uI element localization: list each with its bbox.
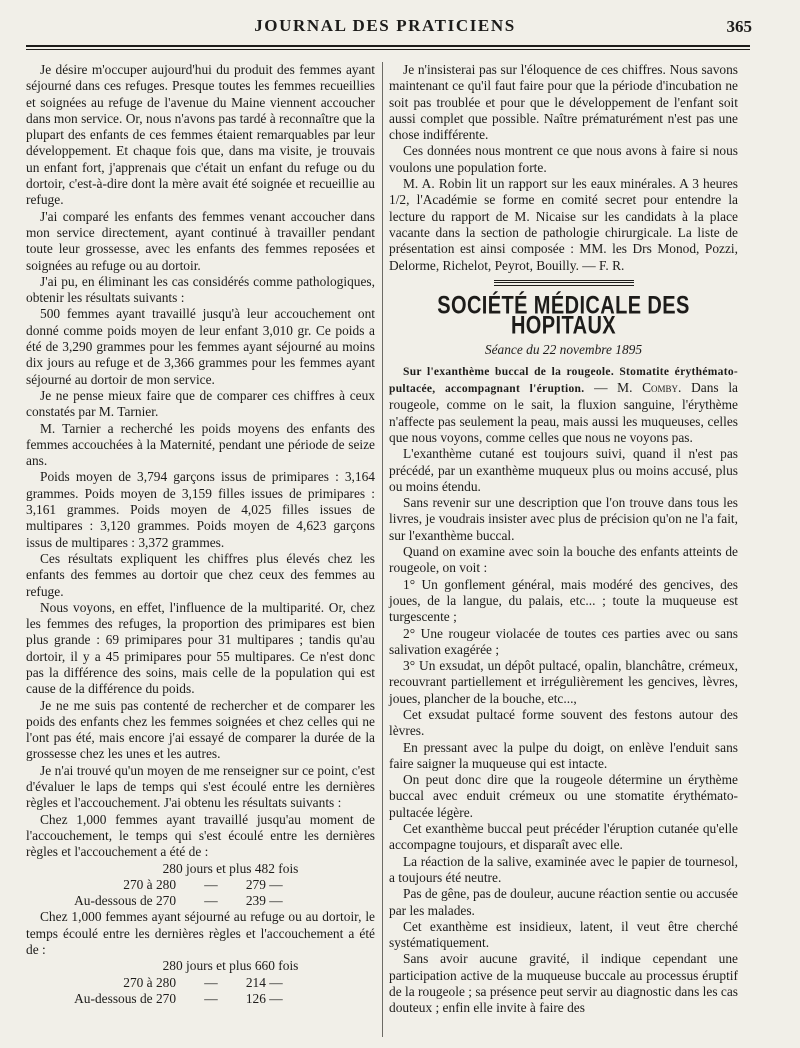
row-value: 126 — [245, 990, 283, 1006]
row-label: Au-dessous de 270 [74, 893, 177, 909]
paragraph: Cet exanthème buccal peut précéder l'éruption cutanée qu'elle accompagne toujours, et disparaît avec elle. [389, 821, 738, 853]
table-row [26, 991, 375, 1007]
table-header: 280 jours et plus 660 fois [162, 958, 299, 974]
paragraph: La réaction de la salive, examinée avec le papier de tournesol, a toujours été neutre. [389, 853, 738, 885]
left-column [26, 62, 375, 1007]
paragraph-text: Dans la rougeole, comme on le sait, la fluxion sanguine, l'érythème n'affecte pas seulement la peau, mais aussi les muqueuses, celles que nous voyons, comme celles que nous ne voyons pas. [389, 380, 738, 445]
paragraph: 1° Un gonflement général, mais modéré des gencives, des joues, de la langue, du palais, etc... ; toute la muqueuse est turgescente ; [389, 576, 738, 625]
paragraph: En pressant avec la pulpe du doigt, on enlève l'enduit sans faire saigner la muqueuse qui est intacte. [389, 739, 738, 771]
paragraph: Chez 1,000 femmes ayant travaillé jusqu'au moment de l'accouchement, le temps qui s'est écoulé entre les dernières règles et l'accouchement a été de : [26, 811, 375, 860]
article-lead [389, 363, 738, 446]
paragraph: 2° Une rougeur violacée de toutes ces parties avec ou sans salivation exagérée ; [389, 625, 738, 657]
paragraph: Poids moyen de 3,794 garçons issus de primipares : 3,164 grammes. Poids moyen de 3,159 filles issues de primipares : 3,161 grammes. Poids moyen de 4,025 filles issues de multipares : 3,120 grammes. Poids moyen de 4,623 garçons issus de multipares : 3,372 grammes. [26, 469, 375, 550]
paragraph: J'ai comparé les enfants des femmes venant accoucher dans mon service directement, ayant continué à travailler pendant toute leur grossesse, avec les enfants des femmes reposées et soignées au refuge ou au dortoir. [26, 208, 375, 273]
article-author: — M. Comby. [594, 380, 682, 396]
paragraph: Sans revenir sur une description que l'on trouve dans tous les livres, je voudrais insister avec plus de précision qu'on ne l'a fait, sur l'exanthème buccal. [389, 495, 738, 543]
paragraph: Je n'ai trouvé qu'un moyen de me renseigner sur ce point, c'est d'évaluer le laps de temps qui s'est écoulé entre les dernières règles et l'accouchement. J'ai obtenu les résultats suivants : [26, 762, 375, 811]
row-value: 239 — [245, 893, 283, 909]
paragraph: Je ne me suis pas contenté de rechercher et de comparer les poids des enfants chez les femmes soignées et chez celles qui ne l'ont pas été, mais encore j'ai essayé de comparer la durée de la grossesse chez les unes et les autres. [26, 697, 375, 762]
paragraph: Ces données nous montrent ce que nous avons à faire si nous voulons une population forte. [389, 143, 738, 175]
paragraph: Nous voyons, en effet, l'influence de la multiparité. Or, chez les femmes des refuges, la proportion des primipares est bien plus grande : 69 primipares pour 31 multipares ; tandis qu'au dortoir, il y a 45 primipares pour 55 multipares. Ce n'est donc pas la différence des soins, mais celle de la population qui est cause de la différence du poids. [26, 599, 375, 697]
paragraph: Je désire m'occuper aujourd'hui du produit des femmes ayant séjourné dans ces refuges. Presque toutes les femmes recueillies et soignées au refuge de l'avenue du Maine viennent accoucher dans mon service. Or, nous n'avons pas tardé à reconnaître que la plupart des enfants de ces femmes étaient remarquables par leur développement. Et chaque fois que, dans ma visite, je trouvais un enfant fort, j'apprenais que c'était un enfant du refuge ou du dortoir, c'est-à-dire dont la mère avait été soignée et recueillie au refuge. [26, 62, 375, 208]
paragraph: J'ai pu, en éliminant les cas considérés comme pathologiques, obtenir les résultats suivants : [26, 273, 375, 306]
table-header: 280 jours et plus 482 fois [162, 860, 299, 876]
paragraph: Chez 1,000 femmes ayant séjourné au refuge ou au dortoir, le temps écoulé entre les dernières règles et l'accouchement a été de : [26, 909, 375, 958]
section-ornament-rule-thin [494, 285, 634, 286]
row-dash: — [204, 990, 218, 1006]
row-label: 270 à 280 [123, 876, 177, 892]
paragraph: Je ne pense mieux faire que de comparer ces chiffres à ceux constatés par M. Tarnier. [26, 387, 375, 420]
row-dash: — [204, 893, 218, 909]
paragraph: 3° Un exsudat, un dépôt pultacé, opalin, blanchâtre, crémeux, recouvrant partiellement et irrégulièrement les gencives, lèvres, joues, plancher de la bouche, etc..., [389, 658, 738, 706]
session-date: Séance du 22 novembre 1895 [484, 342, 643, 358]
article-title: Sur l'exanthème buccal de la rougeole. Stomatite érythémato-pultacée, accompagnant l'éruption. [389, 365, 738, 396]
table-row [26, 975, 375, 991]
running-header [26, 16, 752, 44]
paragraph: L'exanthème cutané est toujours suivi, quand il n'est pas précédé, par un exanthème muqueux plus ou moins accusé, plus ou moins étendu. [389, 446, 738, 494]
paragraph: 500 femmes ayant travaillé jusqu'à leur accouchement ont donné comme poids moyen de leur enfant 3,010 gr. Ce poids a été de 3,290 grammes pour les femmes ayant séjourné au moins dix jours au refuge et de 3,366 grammes pour les femmes ayant séjourné au dortoir de mon service. [26, 306, 375, 387]
duration-table-refuge [26, 975, 375, 1008]
row-dash: — [204, 876, 218, 892]
paragraph: On peut donc dire que la rougeole détermine un érythème buccal avec enduit crémeux ou une stomatite érythémato-pultacée légère. [389, 772, 738, 820]
row-value: 279 — [245, 876, 283, 892]
table-row [26, 893, 375, 909]
duration-table-workers [26, 877, 375, 910]
journal-title: JOURNAL DES PRATICIENS [254, 16, 516, 35]
row-label: 270 à 280 [123, 974, 177, 990]
paragraph: Quand on examine avec soin la bouche des enfants atteints de rougeole, on voit : [389, 544, 738, 576]
row-dash: — [204, 974, 218, 990]
right-column [389, 62, 738, 1017]
row-value: 214 — [245, 974, 283, 990]
column-divider [382, 62, 383, 1037]
page-number: 365 [726, 17, 752, 36]
paragraph: Sans avoir aucune gravité, il indique cependant une participation active de la muqueuse buccale au processus éruptif de la rougeole ; sa présence peut servir au diagnostic dans les cas douteux ; enfin elle invite à faire des [389, 951, 738, 1016]
paragraph: Ces résultats expliquent les chiffres plus élevés chez les enfants des femmes au dortoir que chez ceux des femmes au refuge. [26, 550, 375, 599]
section-title: SOCIÉTÉ MÉDICALE DES HOPITAUX [437, 292, 690, 340]
paragraph: Cet exanthème est insidieux, latent, il veut être cherché systématiquement. [389, 918, 738, 951]
table-row [26, 877, 375, 893]
paragraph: M. Tarnier a recherché les poids moyens des enfants des femmes accouchées à la Maternité, pendant une période de seize ans. [26, 420, 375, 469]
header-rule-thick [26, 45, 750, 47]
section-ornament-rule [494, 280, 634, 283]
paragraph: Pas de gêne, pas de douleur, aucune réaction sentie ou accusée par les malades. [389, 886, 738, 918]
paragraph: Cet exsudat pultacé forme souvent des festons autour des lèvres. [389, 706, 738, 739]
paragraph: Je n'insisterai pas sur l'éloquence de ces chiffres. Nous savons maintenant ce qu'il faut faire pour que la période d'incubation ne soit pas troublée et pour que le développement de l'enfant soit aussi complet que possible. Naître prématurément n'est pas une chose indifférente. [389, 62, 738, 143]
row-label: Au-dessous de 270 [74, 990, 177, 1006]
header-rule-thin [26, 49, 750, 50]
paragraph: M. A. Robin lit un rapport sur les eaux minérales. A 3 heures 1/2, l'Académie se forme en comité secret pour entendre la lecture du rapport de M. Nicaise sur les candidats à la place vacante dans la section de pathologie chirurgicale. La liste de présentation est ainsi composée : MM. les Drs Monod, Pozzi, Delorme, Richelot, Peyrot, Bouilly. — F. R. [389, 176, 738, 273]
